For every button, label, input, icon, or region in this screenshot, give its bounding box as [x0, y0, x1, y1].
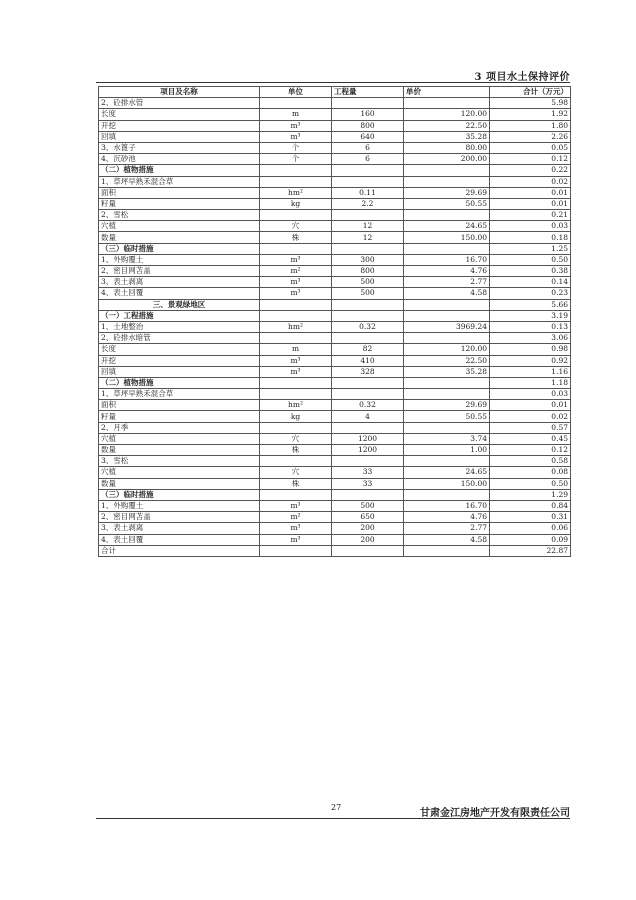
- row-item-name: 1、土地整治: [99, 321, 260, 332]
- row-item-name: 数量: [99, 232, 260, 243]
- row-item-name: 3、雪松: [99, 456, 260, 467]
- row-quantity: [332, 377, 404, 388]
- table-row: [99, 333, 571, 344]
- row-unit-price: 22.50: [404, 355, 490, 366]
- row-quantity: 200: [332, 534, 404, 545]
- table-row: [99, 243, 571, 254]
- row-total: 0.08: [490, 467, 571, 478]
- table-row: [99, 321, 571, 332]
- row-total: 0.58: [490, 456, 571, 467]
- row-item-name: 三、景观绿地区: [99, 299, 260, 310]
- table-row: [99, 433, 571, 444]
- row-total: 0.06: [490, 523, 571, 534]
- table-row: [99, 120, 571, 131]
- row-total: 1.18: [490, 377, 571, 388]
- table-row: [99, 165, 571, 176]
- row-unit: [260, 165, 332, 176]
- column-header-unit: 单位: [260, 87, 332, 98]
- row-total: 0.57: [490, 422, 571, 433]
- row-total: 0.02: [490, 176, 571, 187]
- row-unit: m³: [260, 288, 332, 299]
- row-quantity: 0.32: [332, 321, 404, 332]
- row-quantity: 500: [332, 288, 404, 299]
- row-quantity: 33: [332, 467, 404, 478]
- row-unit: m³: [260, 500, 332, 511]
- row-item-name: 3、水篦子: [99, 142, 260, 153]
- row-total: 5.66: [490, 299, 571, 310]
- row-quantity: 0.32: [332, 400, 404, 411]
- row-quantity: [332, 333, 404, 344]
- row-item-name: 面积: [99, 400, 260, 411]
- row-item-name: 穴植: [99, 467, 260, 478]
- row-quantity: 4: [332, 411, 404, 422]
- row-total: 0.50: [490, 478, 571, 489]
- row-unit: 株: [260, 478, 332, 489]
- row-quantity: 650: [332, 512, 404, 523]
- row-quantity: 1200: [332, 445, 404, 456]
- row-unit-price: [404, 377, 490, 388]
- row-quantity: [332, 210, 404, 221]
- row-unit: 穴: [260, 467, 332, 478]
- row-unit: hm²: [260, 321, 332, 332]
- row-unit-price: 150.00: [404, 478, 490, 489]
- row-unit: m³: [260, 277, 332, 288]
- row-quantity: 410: [332, 355, 404, 366]
- column-header-unit-price: 单价: [404, 87, 490, 98]
- row-unit-price: [404, 299, 490, 310]
- row-unit: m: [260, 109, 332, 120]
- row-item-name: 开挖: [99, 120, 260, 131]
- page-number: 27: [331, 803, 342, 812]
- row-item-name: 数量: [99, 445, 260, 456]
- row-unit-price: [404, 165, 490, 176]
- row-total: 0.01: [490, 400, 571, 411]
- row-total: 0.01: [490, 198, 571, 209]
- row-unit: [260, 389, 332, 400]
- row-unit-price: [404, 210, 490, 221]
- table-row: [99, 355, 571, 366]
- row-item-name: 长度: [99, 344, 260, 355]
- table-row: [99, 109, 571, 120]
- row-unit-price: [404, 333, 490, 344]
- row-unit: [260, 333, 332, 344]
- row-total: 1.80: [490, 120, 571, 131]
- row-total: 0.92: [490, 355, 571, 366]
- table-row: [99, 210, 571, 221]
- row-item-name: 数量: [99, 478, 260, 489]
- row-unit: [260, 176, 332, 187]
- row-total: 0.45: [490, 433, 571, 444]
- table-row: [99, 366, 571, 377]
- row-quantity: [332, 422, 404, 433]
- table-row: [99, 467, 571, 478]
- row-unit-price: 24.65: [404, 221, 490, 232]
- row-unit: 穴: [260, 221, 332, 232]
- row-unit-price: 35.28: [404, 131, 490, 142]
- row-quantity: [332, 165, 404, 176]
- row-total: 1.25: [490, 243, 571, 254]
- row-quantity: 0.11: [332, 187, 404, 198]
- row-item-name: 1、草坪早熟禾混合草: [99, 389, 260, 400]
- row-unit-price: 50.55: [404, 411, 490, 422]
- table-row: [99, 98, 571, 109]
- row-unit: m²: [260, 266, 332, 277]
- row-unit-price: [404, 545, 490, 556]
- row-item-name: 籽量: [99, 198, 260, 209]
- row-unit-price: 22.50: [404, 120, 490, 131]
- table-row: [99, 198, 571, 209]
- row-item-name: 1、外购覆土: [99, 500, 260, 511]
- row-quantity: 200: [332, 523, 404, 534]
- row-quantity: 800: [332, 120, 404, 131]
- row-item-name: 籽量: [99, 411, 260, 422]
- row-item-name: （一）工程措施: [99, 310, 260, 321]
- table-row: [99, 299, 571, 310]
- row-quantity: 328: [332, 366, 404, 377]
- row-total: 3.19: [490, 310, 571, 321]
- row-item-name: （三）临时措施: [99, 489, 260, 500]
- row-unit: m: [260, 344, 332, 355]
- row-total: 0.38: [490, 266, 571, 277]
- row-unit-price: 29.69: [404, 187, 490, 198]
- row-item-name: 长度: [99, 109, 260, 120]
- row-item-name: 2、密目网苫盖: [99, 512, 260, 523]
- row-unit-price: 4.76: [404, 512, 490, 523]
- row-unit: m³: [260, 366, 332, 377]
- row-total: 0.12: [490, 154, 571, 165]
- row-unit: [260, 210, 332, 221]
- row-item-name: （二）植物措施: [99, 377, 260, 388]
- row-total: 0.14: [490, 277, 571, 288]
- row-unit-price: 200.00: [404, 154, 490, 165]
- row-unit: kg: [260, 198, 332, 209]
- table-row: [99, 288, 571, 299]
- row-unit-price: 1.00: [404, 445, 490, 456]
- table-row: [99, 254, 571, 265]
- table-row: [99, 154, 571, 165]
- row-unit: 株: [260, 445, 332, 456]
- table-row: [99, 545, 571, 556]
- table-row: [99, 344, 571, 355]
- table-row: [99, 131, 571, 142]
- row-unit-price: 80.00: [404, 142, 490, 153]
- row-unit: [260, 310, 332, 321]
- row-quantity: [332, 456, 404, 467]
- column-header-item: 项目及名称: [99, 87, 260, 98]
- row-total: 1.29: [490, 489, 571, 500]
- row-unit: 株: [260, 232, 332, 243]
- row-unit-price: 35.28: [404, 366, 490, 377]
- row-quantity: 2.2: [332, 198, 404, 209]
- row-unit-price: 150.00: [404, 232, 490, 243]
- row-quantity: 33: [332, 478, 404, 489]
- row-unit: m³: [260, 534, 332, 545]
- row-unit: kg: [260, 411, 332, 422]
- row-quantity: 12: [332, 232, 404, 243]
- row-unit: m³: [260, 131, 332, 142]
- row-item-name: 回填: [99, 131, 260, 142]
- row-item-name: 3、表土剥离: [99, 277, 260, 288]
- row-item-name: 合计: [99, 545, 260, 556]
- table-body: [99, 98, 571, 557]
- row-unit-price: 24.65: [404, 467, 490, 478]
- row-quantity: 6: [332, 142, 404, 153]
- row-unit: m²: [260, 512, 332, 523]
- row-quantity: 12: [332, 221, 404, 232]
- row-quantity: [332, 299, 404, 310]
- row-total: 0.98: [490, 344, 571, 355]
- row-unit: 个: [260, 154, 332, 165]
- row-unit: [260, 422, 332, 433]
- table-row: [99, 187, 571, 198]
- table-row: [99, 232, 571, 243]
- row-quantity: [332, 489, 404, 500]
- row-quantity: 1200: [332, 433, 404, 444]
- row-unit: 穴: [260, 433, 332, 444]
- row-quantity: [332, 176, 404, 187]
- row-item-name: 2、密目网苫盖: [99, 266, 260, 277]
- row-unit-price: 3.74: [404, 433, 490, 444]
- row-unit-price: [404, 98, 490, 109]
- row-total: 0.31: [490, 512, 571, 523]
- row-quantity: 800: [332, 266, 404, 277]
- column-header-quantity: 工程量: [332, 87, 404, 98]
- row-unit: m³: [260, 523, 332, 534]
- row-item-name: 3、表土剥离: [99, 523, 260, 534]
- table-row: [99, 377, 571, 388]
- row-unit: [260, 243, 332, 254]
- table-row: [99, 411, 571, 422]
- company-name: 甘肃金江房地产开发有限责任公司: [420, 808, 570, 819]
- row-total: 5.98: [490, 98, 571, 109]
- row-unit-price: [404, 389, 490, 400]
- table-row: [99, 456, 571, 467]
- row-item-name: 开挖: [99, 355, 260, 366]
- row-unit: m³: [260, 254, 332, 265]
- row-total: 0.84: [490, 500, 571, 511]
- row-total: 0.23: [490, 288, 571, 299]
- row-unit-price: [404, 489, 490, 500]
- row-item-name: 回填: [99, 366, 260, 377]
- row-unit: [260, 489, 332, 500]
- row-unit: m³: [260, 355, 332, 366]
- column-header-total: 合计（万元）: [490, 87, 571, 98]
- row-quantity: [332, 545, 404, 556]
- row-quantity: 300: [332, 254, 404, 265]
- row-total: 0.13: [490, 321, 571, 332]
- row-total: 0.02: [490, 411, 571, 422]
- row-unit-price: 120.00: [404, 344, 490, 355]
- table-row: [99, 512, 571, 523]
- footer-divider: [96, 818, 570, 819]
- table-row: [99, 489, 571, 500]
- row-item-name: 4、表土回覆: [99, 534, 260, 545]
- row-quantity: 500: [332, 277, 404, 288]
- header-divider: [96, 82, 570, 83]
- row-unit-price: 4.76: [404, 266, 490, 277]
- row-total: 1.92: [490, 109, 571, 120]
- row-total: 0.01: [490, 187, 571, 198]
- row-unit-price: 29.69: [404, 400, 490, 411]
- table-header-row: [99, 87, 571, 98]
- row-unit-price: [404, 176, 490, 187]
- row-quantity: 640: [332, 131, 404, 142]
- row-item-name: 4、表土回覆: [99, 288, 260, 299]
- row-unit-price: 2.77: [404, 277, 490, 288]
- row-unit: [260, 299, 332, 310]
- row-total: 0.50: [490, 254, 571, 265]
- row-quantity: [332, 243, 404, 254]
- row-quantity: [332, 98, 404, 109]
- row-quantity: 6: [332, 154, 404, 165]
- row-item-name: （三）临时措施: [99, 243, 260, 254]
- row-total: 22.87: [490, 545, 571, 556]
- row-unit: hm²: [260, 400, 332, 411]
- row-total: 1.16: [490, 366, 571, 377]
- table-row: [99, 221, 571, 232]
- row-unit-price: 4.58: [404, 288, 490, 299]
- row-item-name: 1、外购覆土: [99, 254, 260, 265]
- row-unit-price: [404, 456, 490, 467]
- table-row: [99, 310, 571, 321]
- row-quantity: 500: [332, 500, 404, 511]
- row-unit: hm²: [260, 187, 332, 198]
- row-total: 0.21: [490, 210, 571, 221]
- row-item-name: 4、沉砂池: [99, 154, 260, 165]
- row-quantity: 82: [332, 344, 404, 355]
- table-row: [99, 478, 571, 489]
- row-total: 0.18: [490, 232, 571, 243]
- row-quantity: [332, 389, 404, 400]
- table-row: [99, 523, 571, 534]
- page-header-title: 3 项目水土保持评价: [474, 72, 570, 83]
- row-unit-price: [404, 243, 490, 254]
- table-row: [99, 500, 571, 511]
- table-row: [99, 142, 571, 153]
- table-row: [99, 266, 571, 277]
- row-item-name: 2、砼排水管: [99, 98, 260, 109]
- table-row: [99, 534, 571, 545]
- row-item-name: 2、雪松: [99, 210, 260, 221]
- row-item-name: 2、砼排水暗管: [99, 333, 260, 344]
- row-item-name: （二）植物措施: [99, 165, 260, 176]
- row-total: 0.09: [490, 534, 571, 545]
- row-unit-price: 3969.24: [404, 321, 490, 332]
- row-total: 0.03: [490, 389, 571, 400]
- row-quantity: 160: [332, 109, 404, 120]
- row-item-name: 面积: [99, 187, 260, 198]
- table-row: [99, 400, 571, 411]
- row-quantity: [332, 310, 404, 321]
- row-unit: [260, 456, 332, 467]
- row-total: 0.12: [490, 445, 571, 456]
- row-unit: [260, 377, 332, 388]
- row-unit: m³: [260, 120, 332, 131]
- table-row: [99, 277, 571, 288]
- row-unit-price: 16.70: [404, 500, 490, 511]
- row-item-name: 穴植: [99, 433, 260, 444]
- row-total: 0.05: [490, 142, 571, 153]
- row-unit-price: 2.77: [404, 523, 490, 534]
- row-unit-price: 4.58: [404, 534, 490, 545]
- table-row: [99, 422, 571, 433]
- row-unit: [260, 98, 332, 109]
- row-item-name: 2、月季: [99, 422, 260, 433]
- row-total: 0.03: [490, 221, 571, 232]
- row-total: 0.22: [490, 165, 571, 176]
- row-unit-price: 120.00: [404, 109, 490, 120]
- table-row: [99, 445, 571, 456]
- table-row: [99, 389, 571, 400]
- row-item-name: 1、草坪早熟禾混合草: [99, 176, 260, 187]
- row-unit-price: 16.70: [404, 254, 490, 265]
- row-unit-price: [404, 422, 490, 433]
- row-unit-price: 50.55: [404, 198, 490, 209]
- row-unit-price: [404, 310, 490, 321]
- cost-estimate-table: [98, 86, 571, 557]
- row-item-name: 穴植: [99, 221, 260, 232]
- row-unit: [260, 545, 332, 556]
- row-unit: 个: [260, 142, 332, 153]
- row-total: 3.06: [490, 333, 571, 344]
- row-total: 2.26: [490, 131, 571, 142]
- table-row: [99, 176, 571, 187]
